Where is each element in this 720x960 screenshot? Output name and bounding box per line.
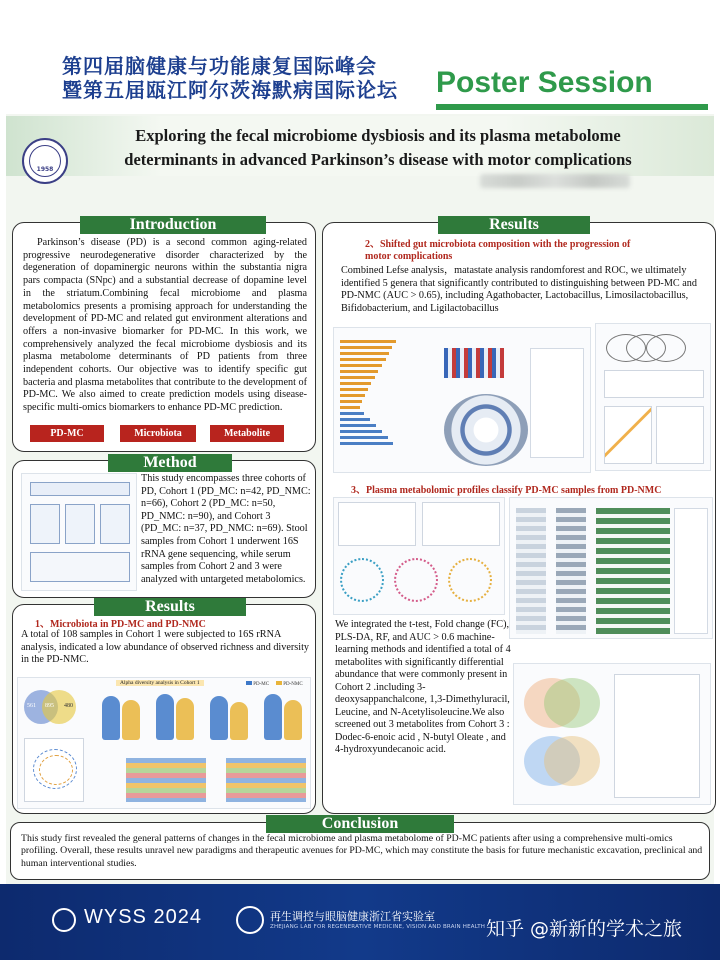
results-gut-subheading-line1: 2、Shifted gut microbiota composition with the progression of (365, 239, 631, 250)
results-right-box (322, 222, 716, 814)
venn-diagram (24, 684, 78, 734)
lefse-bars (340, 336, 402, 466)
results-right-heading: Results (438, 216, 590, 234)
enrichment-figure (509, 497, 713, 639)
introduction-text: Parkinson’s disease (PD) is a second common aging-related progressive neurodegenerative disorder characterized by the degeneration of dopaminergic neurons within the substantia nigra pars compacta (SNpc) and a substantial decrease of dopamine level in the striatum.Combining fecal microbiome and plasma metabolomics presents a promising approach for understanding the development of PD-MC and related gut environment alterations and offers a non-invasive biomarker for PD-MC. In this work, we comprehensively analyzed the fecal microbiome dysbiosis and its plasma metabolome determinants of PD patients from three independent cohorts. Our objective was to identify specific gut bacteria and plasma metabolites that contribute to the development of PD-MC. We also aimed to create prediction models using disease-specific multi-omics biomarkers to enhance PD-MC prediction. (23, 237, 307, 414)
method-flowchart (21, 473, 137, 591)
method-box (12, 460, 316, 598)
conference-title-line1: 第四届脑健康与功能康复国际峰会 (62, 54, 377, 78)
lefse-figure (333, 327, 591, 473)
lab-name-en: ZHEJIANG LAB FOR REGENERATIVE MEDICINE, VISION AND BRAIN HEALTH (270, 924, 486, 930)
university-logo (22, 138, 68, 184)
tag-microbiota: Microbiota (120, 425, 196, 442)
cladogram (444, 394, 528, 466)
blurred-authors (480, 174, 630, 188)
introduction-box (12, 222, 316, 452)
wyss-label: WYSS 2024 (84, 906, 202, 928)
poster-title (78, 124, 678, 172)
conclusion-text: This study first revealed the general patterns of changes in the fecal microbiome and plasma metabolome of PD-MC patients after using a comprehensive multi-omics profiling. Overall, these results unravel new paradigms and therapeutic avenues for PD-MC, which may constitute the basis for future mechanistic excavation, preclinical and human interventional studies. (21, 833, 703, 869)
conference-title-line2: 暨第五届瓯江阿尔茨海默病国际论坛 (62, 78, 398, 102)
venn-shared-count: 895 (45, 703, 54, 709)
introduction-heading: Introduction (80, 216, 266, 234)
stacked-bars (96, 756, 308, 804)
results-left-heading: Results (94, 598, 246, 616)
venn-right-count: 480 (64, 703, 73, 709)
pcoa-plot (24, 738, 84, 802)
legend-pd-nmc-label: PD-NMC (283, 682, 303, 687)
alpha-figure-title: Alpha diversity analysis in Cohort 1 (116, 680, 204, 686)
legend-pd-nmc (276, 681, 303, 687)
results-gut-subheading-line2: motor complications (365, 251, 453, 262)
zhihu-watermark: 知乎 @新新的学术之旅 (486, 918, 683, 940)
wyss-logo-icon (52, 908, 76, 932)
conclusion-heading: Conclusion (266, 815, 454, 833)
metabolomic-plots (333, 497, 505, 615)
legend-pd-mc (246, 681, 269, 687)
poster-session-label: Poster Session (436, 66, 653, 99)
violin-plots (96, 690, 308, 750)
logo-year: 1958 (36, 166, 54, 173)
results-gut-text: Combined Lefse analysis，matastate analysis randomforest and ROC, we ultimately identified 5 genera that significantly contributed to distinguishing between PD-MC and PD-NMC (AUC > 0.65), including Agathobacter, Lactobacillus, Limosilactobacillus, Bifidobacterium, and Ligilactobacillus (341, 265, 697, 315)
tag-metabolite: Metabolite (210, 425, 284, 442)
conference-header (0, 0, 720, 112)
alpha-diversity-figure (17, 677, 311, 809)
lab-logo-icon (236, 906, 264, 934)
logo-seal-icon (29, 145, 61, 177)
results-left-box (12, 604, 316, 814)
lab-name-cn: 再生调控与眼脑健康浙江省实验室 (270, 910, 435, 923)
roc-figure (595, 323, 711, 471)
results-metabolomic-subheading: 3、Plasma metabolomic profiles classify PD-MC samples from PD-NMC (351, 485, 662, 496)
results-metabolomic-text: We integrated the t-test, Fold change (FC), PLS-DA, RF, and AUC > 0.6 machine-learning methods and identified a total of 4 metabolites with significantly differential abundance that were commonly present in Cohort 2 .including 3-deoxysappanchalcone, 1,3-Dimethyluracil, Leucine, and N-Acetylisoleucine.We also screened out 3 metabolites from Cohort 3 : Dodec-6-enoic acid , N-butyl Oleate , and 4-hydroxyundecanoic acid. (335, 619, 511, 755)
heatmap-block (444, 348, 504, 378)
results-gut-subheading (365, 239, 630, 263)
method-heading: Method (108, 454, 232, 472)
venn-left-count: 561 (27, 703, 36, 709)
method-text: This study encompasses three cohorts of PD, Cohort 1 (PD_MC: n=42, PD_NMC: n=66), Cohort 2 (PD_MC: n=50, PD_NMC: n=90), and Cohort 3 (PD_MC: n=37, PD_NMC: n=69). Stool samples from Cohort 1 underwent 16S rRNA gene sequencing, while serum samples from Cohort 2 and 3 were analyzed with untargeted metabolomics. (141, 473, 311, 585)
poster-title-line1: Exploring the fecal microbiome dysbiosis and its plasma metabolome (135, 126, 621, 145)
cladogram-legend (530, 348, 584, 458)
legend-pd-mc-label: PD-MC (253, 682, 270, 687)
tag-pd-mc: PD-MC (30, 425, 104, 442)
results-microbiota-subheading: 1、Microbiota in PD-MC and PD-NMC (35, 619, 206, 630)
results-microbiota-text: A total of 108 samples in Cohort 1 were subjected to 16S rRNA analysis, indicated a low abundance of observed richness and diversity in the PD-NMC. (21, 629, 309, 666)
header-rule (436, 104, 708, 110)
multiomics-venn-figure (513, 663, 711, 805)
poster-title-line2: determinants in advanced Parkinson’s disease with motor complications (124, 150, 632, 169)
